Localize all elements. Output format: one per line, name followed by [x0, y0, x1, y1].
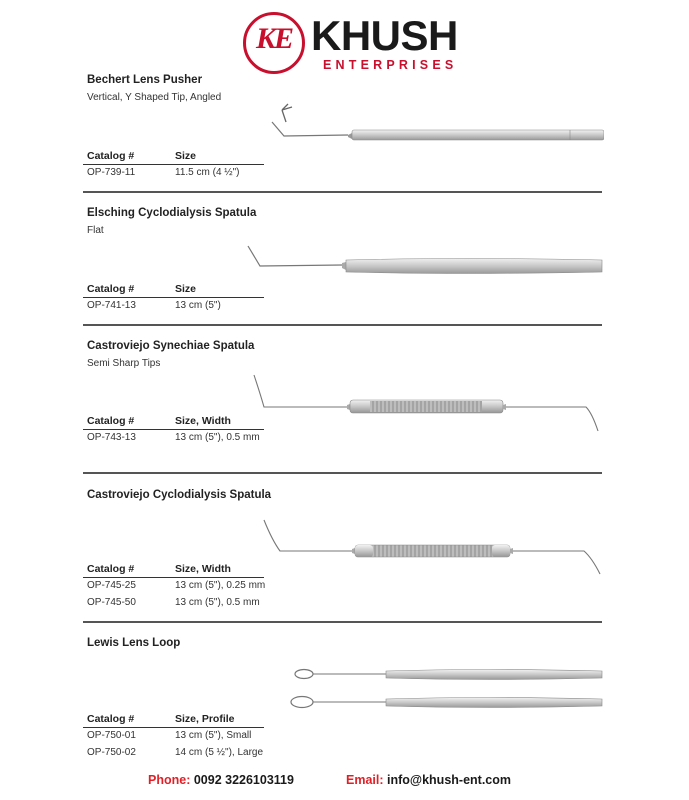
column-header-size: Size	[175, 150, 197, 162]
catalog-number: OP-745-50	[87, 597, 136, 608]
section-divider	[83, 191, 602, 193]
instrument-image	[268, 102, 604, 146]
table-rule	[83, 727, 264, 728]
size-value: 13 cm (5"), Small	[175, 730, 252, 741]
size-value: 11.5 cm (4 ½")	[175, 167, 240, 178]
product-title: Bechert Lens Pusher	[87, 74, 203, 86]
table-rule	[83, 429, 264, 430]
brand-logo	[243, 12, 463, 78]
column-header-catalog: Catalog #	[87, 283, 135, 295]
column-header-size-profile: Size, Profile	[175, 713, 235, 725]
product-subtitle: Semi Sharp Tips	[87, 358, 161, 369]
phone-contact	[148, 773, 294, 787]
catalog-number: OP-741-13	[87, 300, 136, 311]
instrument-image	[246, 244, 604, 278]
size-value: 13 cm (5")	[175, 300, 221, 311]
logo-mark: KE	[255, 22, 293, 55]
catalog-number: OP-739-11	[87, 167, 136, 178]
product-title: Castroviejo Synechiae Spatula	[87, 340, 255, 352]
product-subtitle: Flat	[87, 225, 104, 236]
phone-label: Phone:	[148, 773, 191, 787]
product-subtitle: Vertical, Y Shaped Tip, Angled	[87, 92, 222, 103]
catalog-number: OP-743-13	[87, 432, 136, 443]
section-divider	[83, 324, 602, 326]
section-divider	[83, 621, 602, 623]
catalog-number: OP-750-01	[87, 730, 136, 741]
contact-footer	[0, 773, 689, 791]
instrument-image	[262, 518, 604, 578]
brand-name: KHUSH	[311, 12, 458, 59]
product-title: Lewis Lens Loop	[87, 637, 181, 649]
brand-tagline: ENTERPRISES	[323, 58, 458, 72]
column-header-size: Size	[175, 283, 197, 295]
instrument-image	[286, 663, 604, 715]
column-header-catalog: Catalog #	[87, 713, 135, 725]
table-rule	[83, 297, 264, 298]
catalog-number: OP-745-25	[87, 580, 136, 591]
email-address[interactable]: info@khush-ent.com	[387, 773, 511, 787]
instrument-image	[252, 373, 604, 435]
email-contact	[346, 773, 511, 787]
column-header-catalog: Catalog #	[87, 150, 135, 162]
catalog-number: OP-750-02	[87, 747, 136, 758]
table-rule	[83, 577, 264, 578]
column-header-size-width: Size, Width	[175, 415, 231, 427]
size-value: 13 cm (5"), 0.5 mm	[175, 432, 260, 443]
section-divider	[83, 472, 602, 474]
email-label: Email:	[346, 773, 384, 787]
size-value: 14 cm (5 ½"), Large	[175, 747, 264, 758]
table-rule	[83, 164, 264, 165]
product-title: Castroviejo Cyclodialysis Spatula	[87, 489, 272, 501]
column-header-catalog: Catalog #	[87, 415, 135, 427]
column-header-size-width: Size, Width	[175, 563, 231, 575]
product-title: Elsching Cyclodialysis Spatula	[87, 207, 257, 219]
size-value: 13 cm (5"), 0.5 mm	[175, 597, 260, 608]
column-header-catalog: Catalog #	[87, 563, 135, 575]
size-value: 13 cm (5"), 0.25 mm	[175, 580, 266, 591]
phone-number[interactable]: 0092 3226103119	[193, 773, 294, 787]
